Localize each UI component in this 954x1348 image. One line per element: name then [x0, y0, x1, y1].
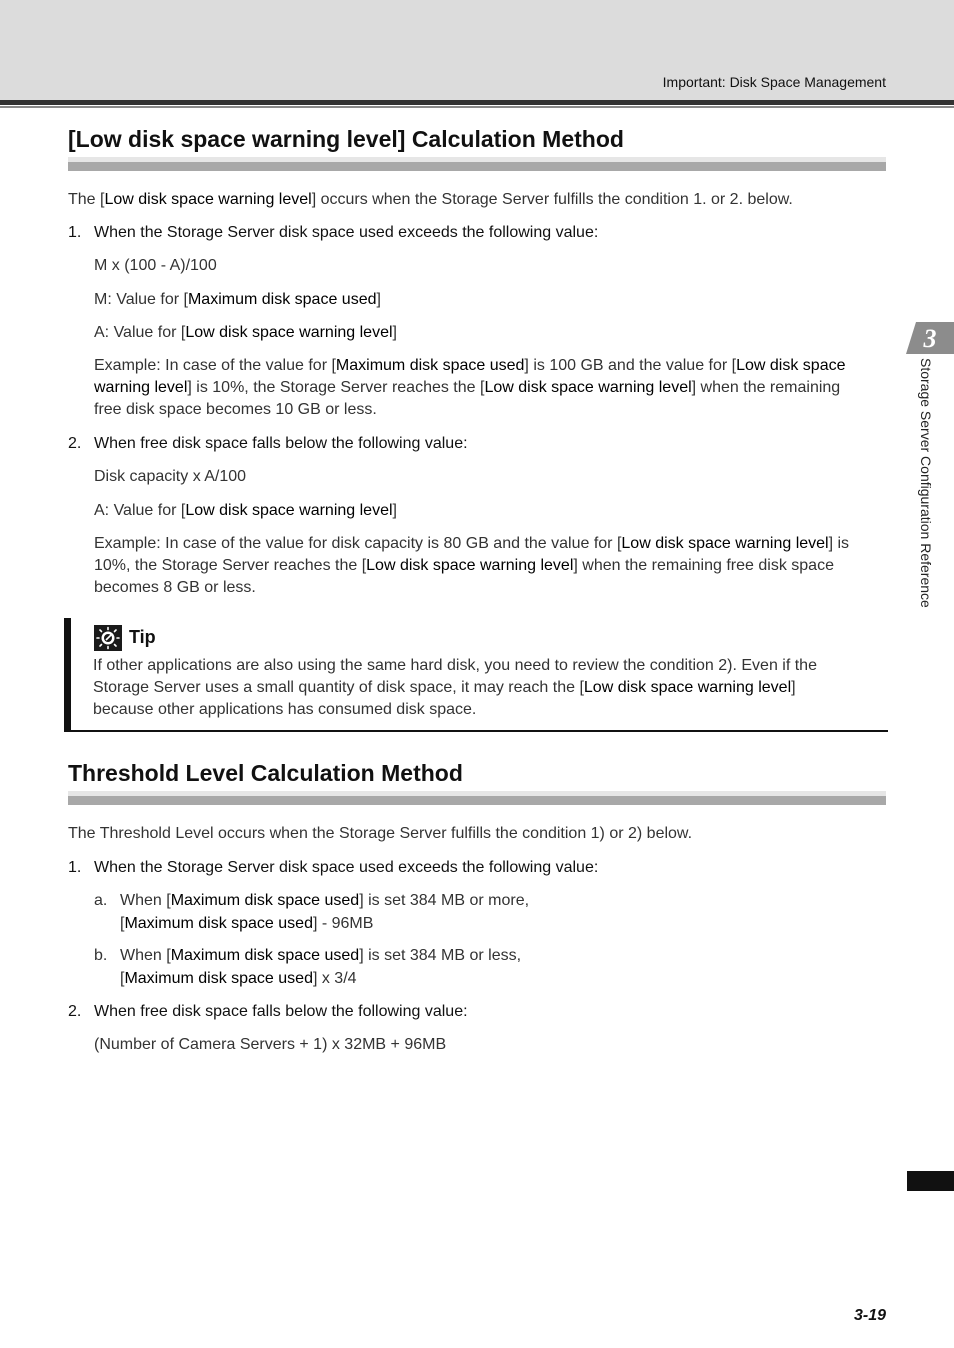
chapter-tab [906, 322, 954, 354]
section-title-bar-2 [68, 791, 886, 805]
example-2: Example: In case of the value for disk capacity is 80 GB and the value for [Low disk space warning level] is 10%, the Storage Server reaches the [Low disk space warning level] when the remaining free disk space becomes 8 GB or less. [94, 535, 850, 596]
formula-2: Disk capacity x A/100 [94, 468, 247, 485]
chapter-title-vertical: Storage Server Configuration Reference [918, 358, 934, 608]
tip-bottom-rule [64, 730, 888, 732]
section1-intro: The [Low disk space warning level] occurs when the Storage Server fulfills the condition 1. or 2. below. [68, 191, 793, 208]
side-marker [907, 1171, 954, 1191]
section-title-low-disk: [Low disk space warning level] Calculation Method [68, 126, 624, 152]
formula-1: M x (100 - A)/100 [94, 257, 217, 274]
header-rule [0, 100, 954, 105]
page-number: 3-19 [853, 1307, 886, 1324]
m-definition: M: Value for [Maximum disk space used] [94, 291, 381, 308]
section2-intro: The Threshold Level occurs when the Storage Server fulfills the condition 1) or 2) below. [68, 825, 693, 842]
section-title-bar [68, 157, 886, 171]
tip-box [64, 618, 888, 732]
running-title: Important: Disk Space Management [662, 74, 886, 90]
a-definition: A: Value for [Low disk space warning level] [94, 324, 397, 341]
lightbulb-icon [94, 625, 122, 651]
tip-label: Tip [129, 627, 156, 647]
section-title-threshold: Threshold Level Calculation Method [68, 760, 463, 786]
example-1: Example: In case of the value for [Maximum disk space used] is 100 GB and the value for [Low disk space warning level] is 10%, the Storage Server reaches the [Low disk space warning level] when the remaining free disk space becomes 10 GB or less. [94, 357, 846, 418]
chapter-number: 3 [923, 324, 937, 353]
tip-text: If other applications are also using the same hard disk, you need to review the condition 2). Even if the Storage Server uses a small quantity of disk space, it may reach the [Low disk space warning level] because other applications has consumed disk space. [93, 657, 817, 718]
tip-left-rule [64, 618, 71, 732]
header-rule-thin [0, 106, 954, 108]
a-definition-2: A: Value for [Low disk space warning level] [94, 502, 397, 519]
formula-threshold: (Number of Camera Servers + 1) x 32MB + 96MB [94, 1036, 447, 1053]
